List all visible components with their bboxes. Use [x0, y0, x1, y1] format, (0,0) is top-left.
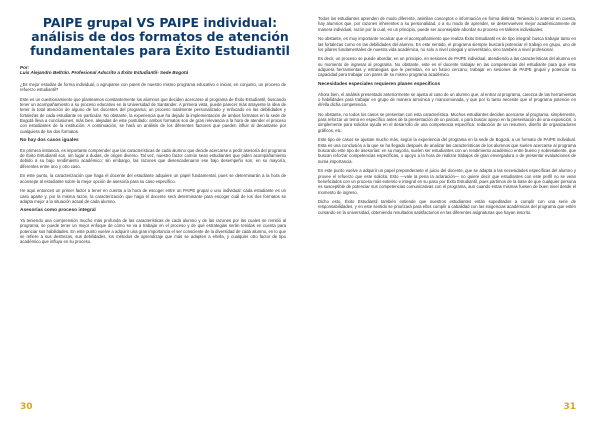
body-paragraph: He aquí entonces un primer factor a tener en cuenta a la hora de escoger entre un PAIPE grupal o uno individual: cada estudiante es un caso aparte y, por la misma razón, la caracterización que haga el docente será determinante para escoger cuál de los dos formatos se adapta mejor a la situación actual de cada alumno.	[20, 188, 286, 204]
body-paragraph: En este punto vuelve a adquirir un papel preponderante el juicio del docente, que se adapta a las necesidades específicas del alumno y provee el refuerzo que este solicita. Esto —vale la pena la aclaración— no quiere decir que estudiantes con este perfil no se vean beneficiados con un proceso más extenso e integral en su paso por Éxito Estudiantil, pues partimos de la base de que cualquier persona es susceptible de potenciar sus competencias comunicativas con el programa, aun cuando estas mismas fuesen de buen nivel desde el momento de ingreso.	[318, 168, 576, 195]
body-paragraph: Ya teniendo una comprensión mucho más profunda de las características de cada alumno y de las razones por las cuales se remitió al programa, se puede tener un mejor enfoque de cómo se va a trabajar en el proceso y de qué estrategias serán tenidas en cuenta para potenciar sus habilidades. En este punto vuelve a adquirir una gran importancia el ser consciente de la diversidad de cada alumno, en lo que se refiere a sus destrezas, sus debilidades, los métodos de aprendizaje que más se adapten a el/ella, y cualquier otro factor de tipo académico que influya en su proceso.	[20, 217, 286, 245]
body-paragraph: Todos los estudiantes aprenden de modo diferente, asimilan conceptos e información en forma distinta. Teniendo lo anterior en cuenta, hay alumnos que, por razones inherentes a su personalidad, o a su modo de aprender, se desenvuelven mejor académicamente de manera individual, razón por la cual, en un principio, puede ser aconsejable abordar su proceso en talleres individuales.	[318, 16, 576, 32]
body-paragraph: En primera instancia, es importante comprender que las características de cada alumno que decide acercarse a pedir asesoría del programa de Éxito Estudiantil son, sin lugar a dudas, de origen diverso. Tal vez, nuestro factor común sean estudiantes que piden acompañamiento debido a su bajo rendimiento académico; sin embargo, las razones que desencadenaron ese bajo desempeño son, en su mayoría, diferentes entre uno y otro caso.	[20, 147, 286, 169]
body-paragraph: Dicho esto, Éxito Estudiantil también entiende que nuestros estudiantes están supeditados a cumplir con una serie de responsabilidades, y en este sentido se priorizará para ellos cumplir a cabalidad con las exigencias académicas del programa que estén cursando en la universidad, obteniendo resultados satisfactorios en las diferentes asignaturas que hayan inscrito.	[318, 199, 576, 215]
body-paragraph: No obstante, no todos los casos se presentan con esta característica. Muchos estudiantes deciden acercarse al programa, simplemente, para reforzar un tema en específico antes de la presentación de un parcial, o para buscar apoyo en la presentación de una exposición, o simplemente para solicitar ayuda en el desarrollo de una competencia específica: redacción de un resumen, diseño de organizadores gráficos, etc.	[318, 111, 576, 133]
author-byline: Luis Alejandro Beltrán. Profesional Adscrito a Éxito Estudiantil- Sede Bogotá	[20, 70, 189, 76]
body-paragraph: Este tipo de casos se ajustan mucho más, según la experiencia del programa en la sede de Bogotá, a un formato de PAIPE individual. Esta es una conclusión a la que se ha llegado después de analizar las características de los alumnos que suelen acercarse al programa buscando este tipo de asesorías: en su mayoría, suelen ser estudiantes con un rendimiento académico entre bueno y sobresaliente, que buscan reforzar competencias específicas, o apoyo a la hora de realizar trabajos de gran envergadura o de presentar evaluaciones de suma importancia.	[318, 137, 576, 164]
section-heading: Asesorías como proceso integral	[20, 208, 96, 214]
body-paragraph: Ahora bien, el análisis presentado anteriormente se ajusta al caso de un alumno que, al entrar al programa, carezca de las herramientas o habilidades para trabajar en grupo de manera armónica y mancomunada, y que por lo tanto necesite que el programa potencie en él/ella dicha competencia.	[318, 91, 576, 108]
body-paragraph: No obstante, es muy importante recalcar que el acompañamiento que realiza Éxito Estudiantil es de tipo integral: busca trabajar tanto en las fortalezas como en las debilidades del alumno. En este sentido, el programa siempre buscará potenciar el trabajo en grupo, uno de los pilares fundamentales de nuestra vida académica, no solo a nivel colegial y universitario, sino también a nivel profesional.	[318, 36, 576, 52]
intro-paragraph: Este es un cuestionamiento que planteamos constantemente los alumnos que deciden acercarse al programa de Éxito Estudiantil, buscando tener un acompañamiento a su proceso educativo en la Universidad de Santander. A primera vista, puede parecer más atrayente la idea de tener la total atención de alguno de los docentes del programa; un proceso totalmente personalizado y enfocado en las debilidades y fortalezas de cada estudiante en particular. No obstante, la experiencia que ha dejado la implementación de ambos formatos en la sede de Bogotá lleva a conclusiones, más bien, alejadas de este postulado: ambos formatos son de gran relevancia a la hora de atender el proceso con estudiantes de la institución. A continuación, se hará un análisis de los diferentes factores que pueden influir al decantarse por cualquiera de los dos formatos.	[20, 96, 286, 134]
section-heading: Necesidades especiales requieren planes específicos	[318, 82, 441, 87]
intro-paragraph: ¿Es mejor estudiar de forma individual, o agruparse con pares de nuestro mismo programa educativo e iniciar, en conjunto, un proceso de refuerzo estudiantil?	[20, 81, 286, 93]
byline-label: Por:	[20, 64, 30, 70]
body-paragraph: En este punto, la caracterización que haga el docente del estudiante adquiere un papel fundamental, pues se determinarán a la hora de aconsejar al estudiante sobre la mejor opción de asesoría para su caso específico.	[20, 173, 286, 184]
page-number: 30	[20, 402, 33, 412]
section-heading: No hay dos casos iguales	[20, 138, 79, 144]
right-page	[300, 0, 600, 424]
body-paragraph: Es decir, un proceso se puede abordar, en un principio, en sesiones de PAIPE individual, atendiendo a las características del alumno en su momento de ingresar al programa. No obstante, este es el docente trabajar en las competencias del estudiante para que este adquiera herramientas y estrategias que le permitan, en un futuro cercano, trabajar en sesiones de PAIPE grupal y potenciar su capacidad para trabajar con pares de su mismo programa académico.	[318, 56, 576, 78]
article-title: PAIPE grupal VS PAIPE individual: análisis de dos formatos de atención fundamentales para Éxito Estudiantil	[30, 15, 290, 59]
page-number: 31	[563, 402, 576, 412]
